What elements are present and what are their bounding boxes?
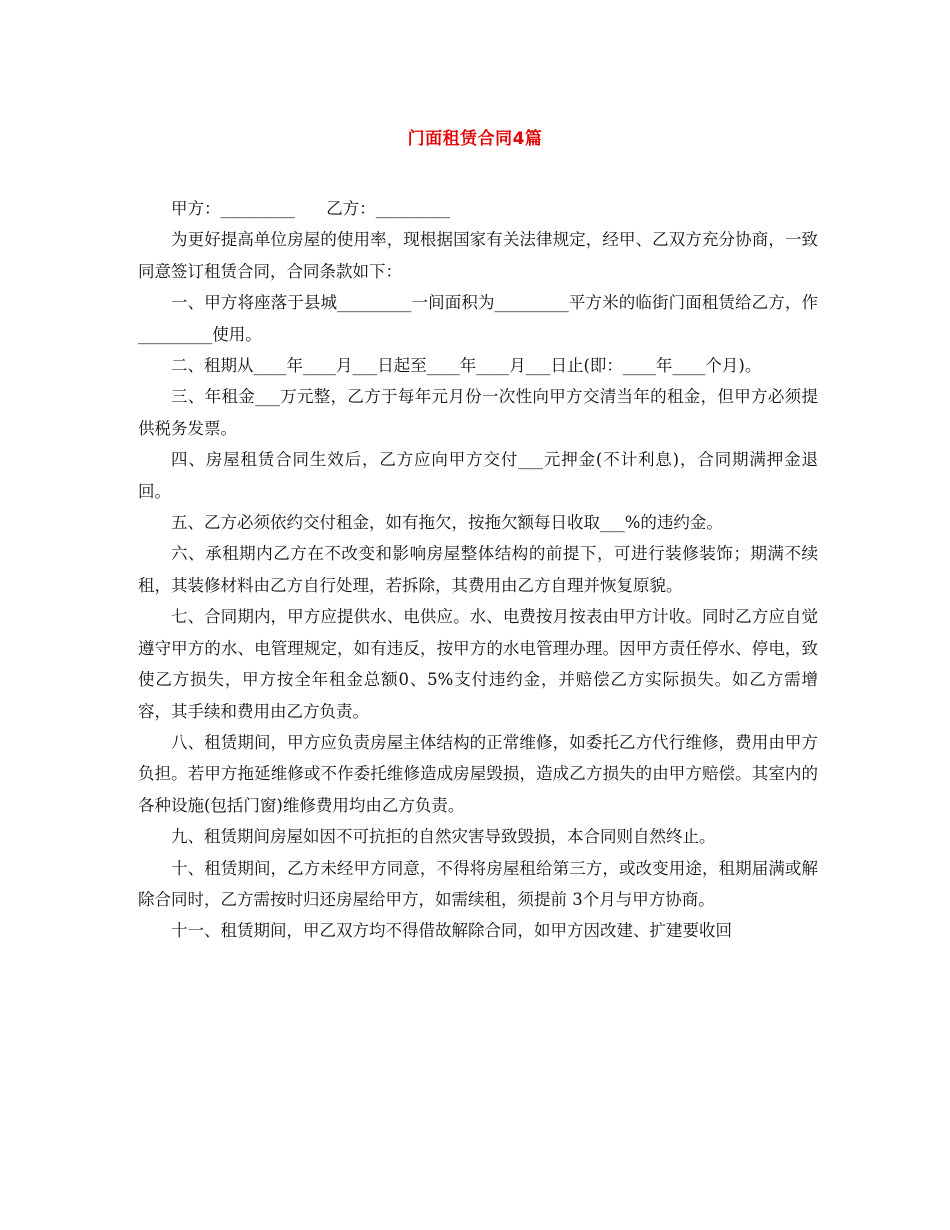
clause-11: 十一、租赁期间，甲乙双方均不得借故解除合同，如甲方因改建、扩建要收回	[171, 921, 732, 941]
clause-10: 十、租赁期间，乙方未经甲方同意，不得将房屋租给第三方，或改变用途，租期届满或解除合同时，乙方需按时归还房屋给甲方，如需续租，须提前 3个月与甲方协商。	[138, 858, 818, 909]
paragraph-intro: 为更好提高单位房屋的使用率，现根据国家有关法律规定，经甲、乙双方充分协商，一致同意签订租赁合同，合同条款如下：	[138, 230, 818, 281]
clause-9: 九、租赁期间房屋如因不可抗拒的自然灾害导致毁损，本合同则自然终止。	[171, 827, 716, 847]
party-line: 甲方：_________ 乙方：_________	[171, 199, 450, 218]
clause-3: 三、年租金___万元整，乙方于每年元月份一次性向甲方交清当年的租金，但甲方必须提供税务发票。	[138, 387, 818, 438]
clause-2: 二、租期从____年____月___日起至____年____月___日止(即：____年____个月)。	[171, 356, 762, 376]
document-body	[138, 193, 818, 947]
clause-6: 六、承租期内乙方在不改变和影响房屋整体结构的前提下，可进行装修装饰；期满不续租，其装修材料由乙方自行处理，若拆除，其费用由乙方自理并恢复原貌。	[138, 544, 818, 595]
clause-5: 五、乙方必须依约交付租金，如有拖欠，按拖欠额每日收取___%的违约金。	[171, 513, 723, 533]
document-title: 门面租赁合同4篇	[407, 129, 543, 149]
clause-1: 一、甲方将座落于县城_________一间面积为_________平方米的临街门面租赁给乙方，作_________使用。	[138, 293, 818, 344]
clause-8: 八、租赁期间，甲方应负责房屋主体结构的正常维修，如委托乙方代行维修，费用由甲方负担。若甲方拖延维修或不作委托维修造成房屋毁损，造成乙方损失的由甲方赔偿。其室内的各种设施(包括门窗)维修费用均由乙方负责。	[138, 732, 818, 815]
clause-7: 七、合同期内，甲方应提供水、电供应。水、电费按月按表由甲方计收。同时乙方应自觉遵守甲方的水、电管理规定，如有违反，按甲方的水电管理办理。因甲方责任停水、停电，致使乙方损失，甲方按全年租金总额0、5%支付违约金，并赔偿乙方实际损失。如乙方需增容，其手续和费用由乙方负责。	[138, 607, 818, 721]
clause-4: 四、房屋租赁合同生效后，乙方应向甲方交付___元押金(不计利息)，合同期满押金退回。	[138, 450, 818, 501]
